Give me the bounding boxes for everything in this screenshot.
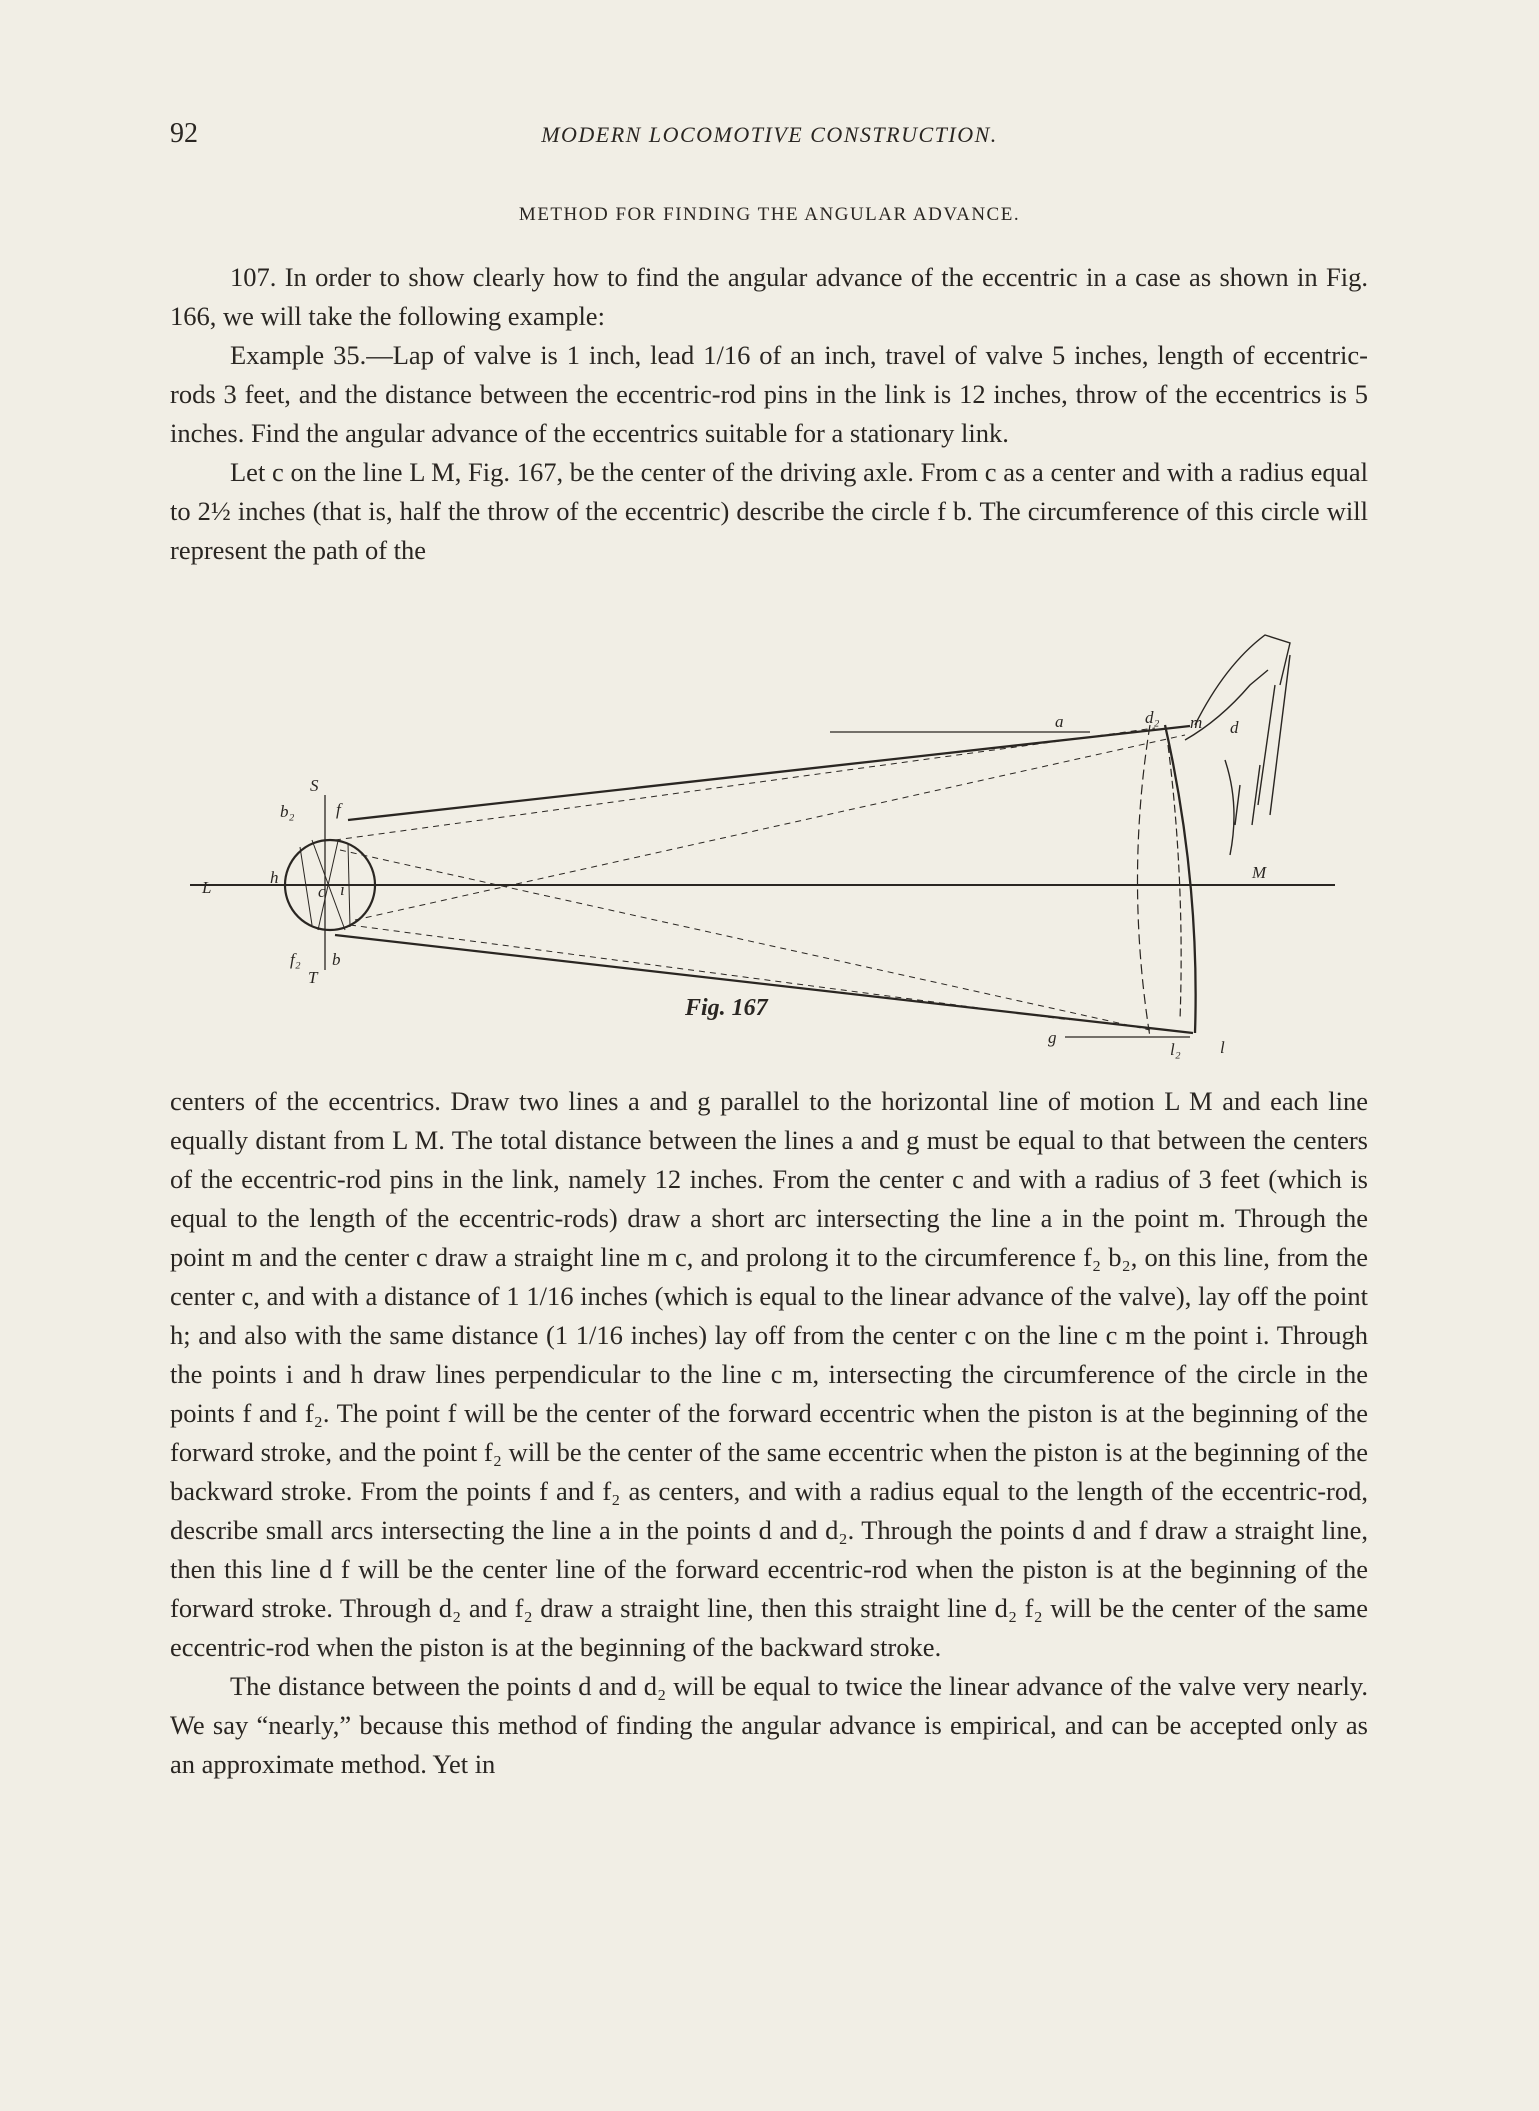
label-a: a <box>1055 712 1064 731</box>
link-arc-inner <box>1168 745 1181 1020</box>
label-f2: f₂ <box>290 950 301 969</box>
figure-167-diagram <box>190 625 1350 1065</box>
paragraph-example-35: Example 35.—Lap of valve is 1 inch, lead 1/16 of an inch, travel of valve 5 inches, length of eccentric-rods 3 feet, and the distance between the eccentric-rod pins in the link is 12 inches, throw of the eccentrics is 5 inches. Find the angular advance of the eccentrics suitable for a stationary link. <box>170 340 1368 448</box>
rod-df-upper <box>348 726 1190 820</box>
hanger-rod-4 <box>1235 785 1240 825</box>
figure-caption: Fig. 167 <box>685 995 768 1021</box>
label-d2: d₂ <box>1145 708 1160 727</box>
page-number: 92 <box>170 118 198 149</box>
label-l: L <box>202 878 212 897</box>
section-title: METHOD FOR FINDING THE ANGULAR ADVANCE. <box>518 204 1021 225</box>
hanger-rod-2 <box>1270 655 1290 815</box>
label-m: m <box>1190 713 1203 732</box>
paragraph-let-c: Let c on the line L M, Fig. 167, be the center of the driving axle. From c as a center and with a radius equal to 2½ inches (that is, half the throw of the eccentric) describe the circle f b. The circumference of this circle will represent the path of the <box>170 457 1368 565</box>
dashed-2 <box>355 735 1185 920</box>
label-s: S <box>310 776 319 795</box>
figure-167 <box>190 625 1350 1065</box>
label-l-small: l <box>1220 1038 1225 1057</box>
label-f: f <box>336 800 341 819</box>
label-d: d <box>1230 718 1239 737</box>
arc-d2 <box>1138 725 1151 1037</box>
label-b: b <box>332 950 341 969</box>
label-t: T <box>308 968 318 987</box>
paragraph-centers: centers of the eccentrics. Draw two lines a and g parallel to the horizontal line of motion L M and each line equally distant from L M. The total distance between the lines a and g must be equal to that between the centers of the eccentric-rod pins in the link, namely 12 inches. From the center c and with a radius of 3 feet (which is equal to the length of the eccentric-rods) draw a short arc intersecting the line a in the point m. Through the point m and the center c draw a straight line m c, and prolong it to the circumference f₂ b₂, on this line, from the center c, and with a distance of 1 1/16 inches (which is equal to the linear advance of the valve), lay off the point h; and also with the same distance (1 1/16 inches) lay off from the center c on the line c m the point i. Through the points i and h draw lines perpendicular to the line c m, intersecting the circumference of the circle in the points f and f₂. The point f will be the center of the forward eccentric when the piston is at the beginning of the forward stroke, and the point f₂ will be the center of the same eccentric when the piston is at the beginning of the backward stroke. From the points f and f₂ as centers, and with a radius equal to the length of the eccentric-rod, describe small arcs intersecting the line a in the points d and d₂. Through the points d and f draw a straight line, then this line d f will be the center line of the forward eccentric-rod when the piston is at the beginning of the forward stroke. Through d₂ and f₂ draw a straight line, then this straight line d₂ f₂ will be the center of the same eccentric-rod when the piston is at the beginning of the backward stroke. <box>170 1086 1368 1662</box>
label-i: i <box>340 880 345 899</box>
label-h: h <box>270 868 279 887</box>
label-b2: b₂ <box>280 802 295 821</box>
label-m-capital: M <box>1252 863 1267 882</box>
running-title: MODERN LOCOMOTIVE CONSTRUCTION. <box>541 122 998 147</box>
paragraph-distance: The distance between the points d and d₂ will be equal to twice the linear advance of the valve very nearly. We say “nearly,” because this method of finding the angular advance is empirical, and can be accepted only as an approximate method. Yet in <box>170 1671 1368 1779</box>
link-inner-curve <box>1225 760 1234 855</box>
label-l2: l₂ <box>1170 1040 1181 1059</box>
figure-labels <box>201 708 1267 1059</box>
body-text-top <box>170 258 1368 570</box>
dashed-1 <box>335 728 1155 840</box>
label-g: g <box>1048 1028 1057 1047</box>
paragraph-107: 107. In order to show clearly how to find the angular advance of the eccentric in a case as shown in Fig. 166, we will take the following example: <box>170 262 1368 331</box>
link-hanger <box>1195 635 1290 725</box>
label-c: c <box>318 882 326 901</box>
hanger-rod-1 <box>1258 685 1275 805</box>
body-text-bottom <box>170 1082 1368 1784</box>
